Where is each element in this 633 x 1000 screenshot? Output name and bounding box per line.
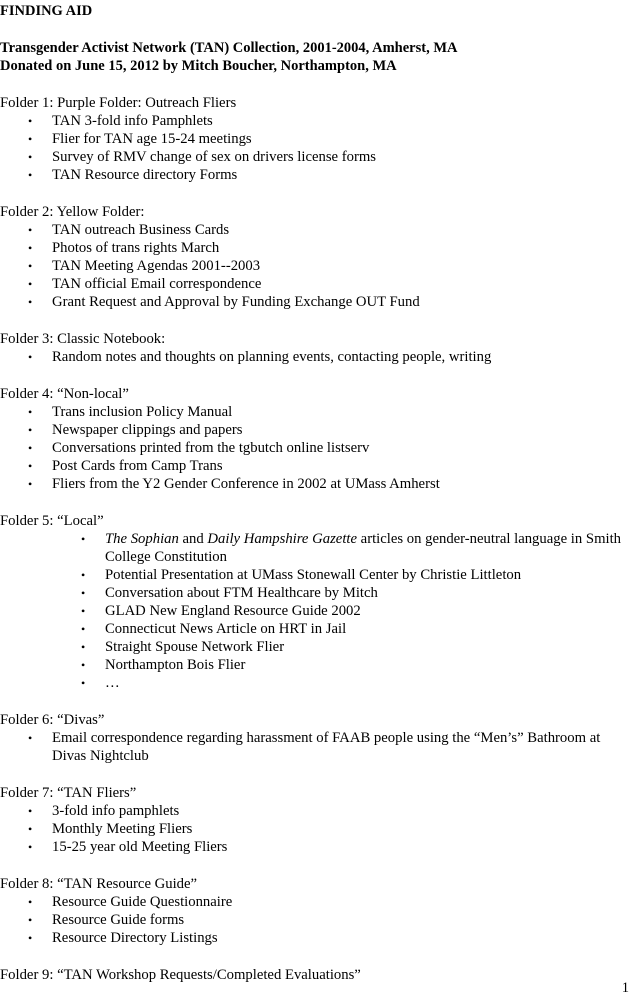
folder-heading: Folder 3: Classic Notebook: xyxy=(0,331,166,347)
folder-item: • Random notes and thoughts on planning events, contacting people, writing xyxy=(0,348,633,366)
folder-heading: Folder 1: Purple Folder: Outreach Fliers xyxy=(0,95,237,111)
collection-donation-line: Donated on June 15, 2012 by Mitch Boucher, Northampton, MA xyxy=(0,58,397,74)
item-text-run: articles on gender-neutral language in Smith College Constitution xyxy=(105,531,621,565)
folder-item: • Potential Presentation at UMass Stonewall Center by Christie Littleton xyxy=(0,566,633,584)
folder-item: • Resource Guide forms xyxy=(0,911,633,929)
folder-section xyxy=(0,366,633,493)
folder-item-list xyxy=(0,221,633,311)
folder-section xyxy=(0,75,633,184)
folder-item: • Trans inclusion Policy Manual xyxy=(0,403,633,421)
folder-list xyxy=(0,75,633,984)
folder-item: • Flier for TAN age 15-24 meetings xyxy=(0,130,633,148)
folder-item: • TAN Resource directory Forms xyxy=(0,166,633,184)
folder-item: • Straight Spouse Network Flier xyxy=(0,638,633,656)
folder-heading: Folder 5: “Local” xyxy=(0,513,104,529)
folder-heading: Folder 4: “Non-local” xyxy=(0,386,129,402)
folder-item: • Fliers from the Y2 Gender Conference in 2002 at UMass Amherst xyxy=(0,475,633,493)
folder-item: • Grant Request and Approval by Funding Exchange OUT Fund xyxy=(0,293,633,311)
folder-item-list xyxy=(0,403,633,493)
folder-item: • TAN outreach Business Cards xyxy=(0,221,633,239)
folder-item: • 3-fold info pamphlets xyxy=(0,802,633,820)
folder-item-list xyxy=(0,729,633,765)
folder-item: • Connecticut News Article on HRT in Jail xyxy=(0,620,633,638)
collection-title-line: Transgender Activist Network (TAN) Collection, 2001-2004, Amherst, MA xyxy=(0,40,458,56)
page-number: 1 xyxy=(621,980,629,996)
folder-item: • TAN Meeting Agendas 2001--2003 xyxy=(0,257,633,275)
folder-item-list xyxy=(0,112,633,184)
folder-item xyxy=(0,530,633,566)
folder-item: • TAN official Email correspondence xyxy=(0,275,633,293)
folder-item: • Post Cards from Camp Trans xyxy=(0,457,633,475)
folder-heading: Folder 2: Yellow Folder: xyxy=(0,204,145,220)
folder-item: • Newspaper clippings and papers xyxy=(0,421,633,439)
folder-item: • Conversation about FTM Healthcare by Mitch xyxy=(0,584,633,602)
folder-section xyxy=(0,493,633,692)
folder-item-list xyxy=(0,802,633,856)
folder-section xyxy=(0,856,633,947)
folder-item: • Conversations printed from the tgbutch online listserv xyxy=(0,439,633,457)
folder-section xyxy=(0,692,633,765)
folder-heading: Folder 8: “TAN Resource Guide” xyxy=(0,876,198,892)
folder-item: • Northampton Bois Flier xyxy=(0,656,633,674)
folder-item: • Survey of RMV change of sex on drivers license forms xyxy=(0,148,633,166)
folder-item: • Monthly Meeting Fliers xyxy=(0,820,633,838)
folder-item: • … xyxy=(0,674,633,692)
collection-title-block xyxy=(0,20,633,75)
folder-heading: Folder 7: “TAN Fliers” xyxy=(0,785,137,801)
folder-heading: Folder 6: “Divas” xyxy=(0,712,105,728)
folder-item: • Email correspondence regarding harassment of FAAB people using the “Men’s” Bathroom at Divas Nightclub xyxy=(0,729,633,765)
folder-section xyxy=(0,184,633,311)
folder-item: • 15-25 year old Meeting Fliers xyxy=(0,838,633,856)
folder-item-list xyxy=(0,530,633,692)
folder-item: • TAN 3-fold info Pamphlets xyxy=(0,112,633,130)
italic-publication-title: Daily Hampshire Gazette xyxy=(207,531,357,547)
document-heading: FINDING AID xyxy=(0,3,93,19)
folder-item: • GLAD New England Resource Guide 2002 xyxy=(0,602,633,620)
italic-publication-title: The Sophian xyxy=(105,531,179,547)
folder-item-list xyxy=(0,893,633,947)
item-text-run: and xyxy=(178,531,208,547)
folder-item: • Resource Guide Questionnaire xyxy=(0,893,633,911)
folder-item: • Photos of trans rights March xyxy=(0,239,633,257)
folder-item: • Resource Directory Listings xyxy=(0,929,633,947)
folder-section xyxy=(0,947,633,984)
folder-item-list xyxy=(0,348,633,366)
folder-section xyxy=(0,311,633,366)
folder-section xyxy=(0,765,633,856)
folder-heading: Folder 9: “TAN Workshop Requests/Completed Evaluations” xyxy=(0,967,361,983)
